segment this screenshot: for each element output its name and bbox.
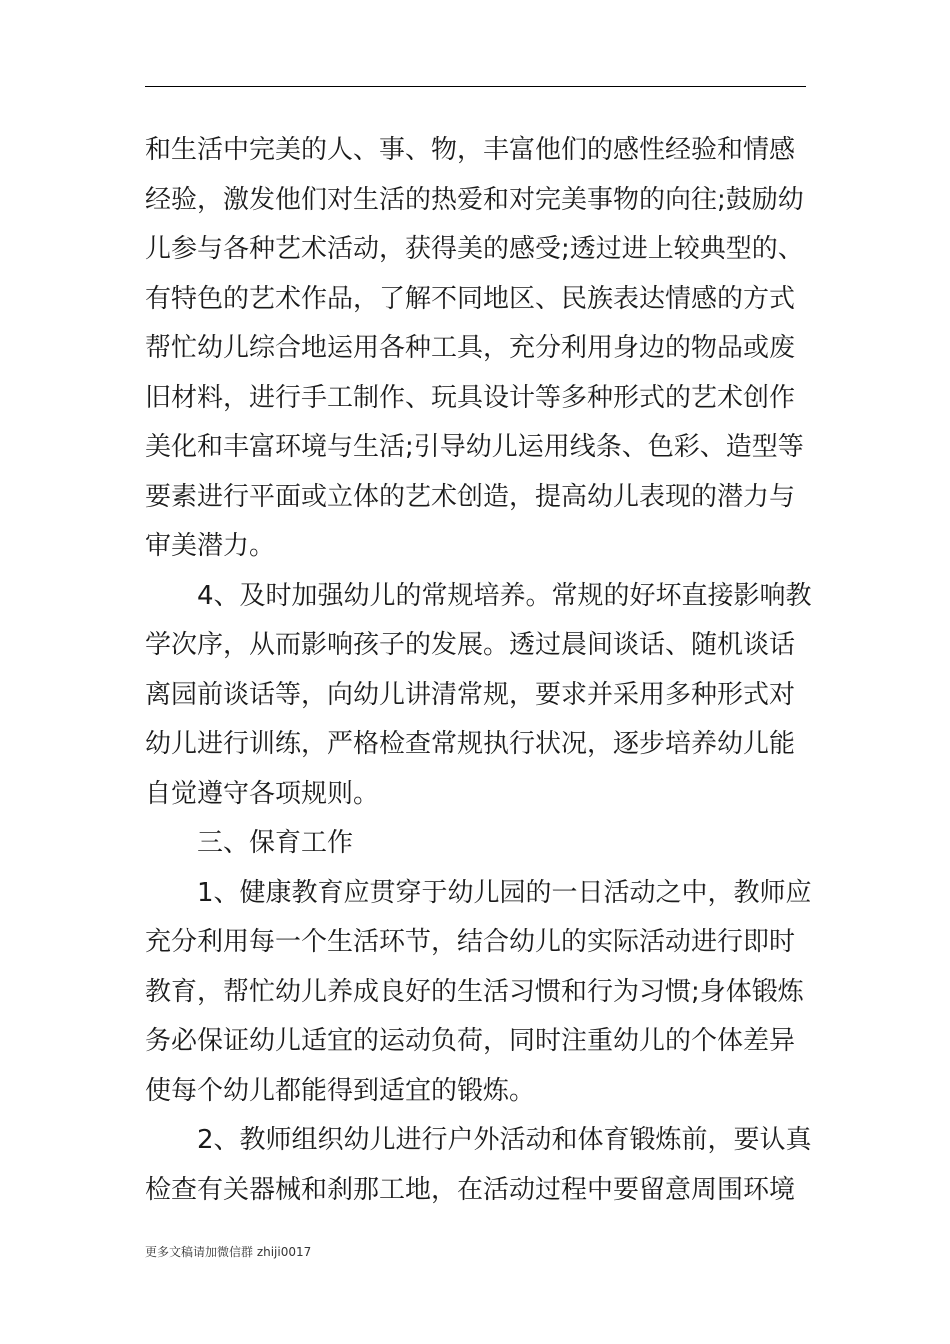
text-line: 儿参与各种艺术活动，获得美的感受;透过进上较典型的、 <box>145 234 804 264</box>
text-line: 美化和丰富环境与生活;引导幼儿运用线条、色彩、造型等 <box>145 432 804 462</box>
text-line: 经验，激发他们对生活的热爱和对完美事物的向往;鼓励幼 <box>145 184 804 215</box>
paragraph-start-line: 4、及时加强幼儿的常规培养。常规的好坏直接影响教 <box>197 580 812 611</box>
text-line: 和生活中完美的人、事、物，丰富他们的感性经验和情感 <box>145 135 796 165</box>
section-heading: 三、保育工作 <box>197 828 354 858</box>
text-line: 旧材料，进行手工制作、玩具设计等多种形式的艺术创作 <box>145 382 796 413</box>
paragraph-start-line: 2、教师组织幼儿进行户外活动和体育锻炼前，要认真 <box>197 1125 812 1155</box>
text-line: 教育，帮忙幼儿养成良好的生活习惯和行为习惯;身体锻炼 <box>145 976 804 1007</box>
text-line: 审美潜力。 <box>145 531 276 561</box>
text-line: 自觉遵守各项规则。 <box>145 778 380 809</box>
text-line: 有特色的艺术作品，了解不同地区、民族表达情感的方式 <box>145 283 796 314</box>
text-line: 幼儿进行训练，严格检查常规执行状况，逐步培养幼儿能 <box>145 729 796 759</box>
text-line: 帮忙幼儿综合地运用各种工具，充分利用身边的物品或废 <box>145 333 796 363</box>
footer-note: 更多文稿请加微信群 zhiji0017 <box>145 1245 312 1259</box>
text-line: 要素进行平面或立体的艺术创造，提高幼儿表现的潜力与 <box>145 481 796 512</box>
header-rule <box>145 86 806 87</box>
text-line: 学次序，从而影响孩子的发展。透过晨间谈话、随机谈话 <box>145 630 796 660</box>
text-line: 离园前谈话等，向幼儿讲清常规，要求并采用多种形式对 <box>145 679 796 710</box>
text-line: 使每个幼儿都能得到适宜的锻炼。 <box>145 1075 536 1106</box>
text-line: 检查有关器械和刹那工地，在活动过程中要留意周围环境 <box>145 1174 796 1205</box>
text-line: 务必保证幼儿适宜的运动负荷，同时注重幼儿的个体差异 <box>145 1026 796 1056</box>
text-line: 充分利用每一个生活环节，结合幼儿的实际活动进行即时 <box>145 927 796 957</box>
body-text <box>145 126 812 1215</box>
paragraph-start-line: 1、健康教育应贯穿于幼儿园的一日活动之中，教师应 <box>197 877 812 908</box>
